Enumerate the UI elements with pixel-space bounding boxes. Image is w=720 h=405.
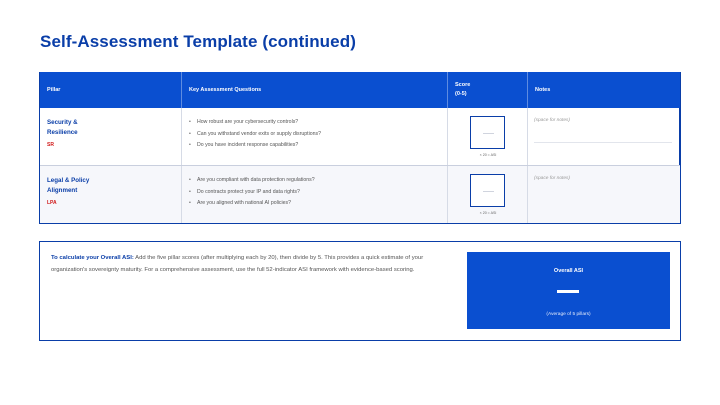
question-list [188, 175, 315, 210]
score-note: × 20 = ASI [479, 211, 497, 215]
question-list [188, 117, 321, 152]
assessment-table [39, 72, 681, 224]
question-item: • Are you aligned with national AI policies? [188, 198, 315, 210]
notes-placeholder: (space for notes) [534, 118, 570, 123]
question-item: • Do contracts protect your IP and data rights? [188, 187, 315, 199]
table-header [40, 72, 680, 108]
pillar-name-line: Legal & Policy [47, 177, 90, 184]
calculation-box [39, 241, 681, 341]
questions-cell [182, 108, 448, 165]
calculation-lead: To calculate your Overall ASI: [51, 255, 134, 261]
calculation-body: Add the five pillar scores (after multiplying each by 20), then divide by 5. This provides a quick estimate of your organization's sovereignty maturity. For a comprehensive assessment, use the full 52-indicator ASI framework with evidence-based scoring. [51, 255, 424, 273]
question-item: • How robust are your cybersecurity controls? [188, 117, 321, 129]
notes-placeholder: (space for notes) [534, 176, 570, 181]
header-notes: Notes [535, 86, 551, 93]
pillar-cell [40, 166, 182, 223]
pillar-code: SR [47, 142, 54, 148]
notes-line [534, 142, 672, 143]
calculation-text [51, 253, 456, 276]
page-title: Self-Assessment Template (continued) [40, 32, 356, 51]
pillar-code: LPA [47, 200, 57, 206]
notes-cell[interactable] [528, 108, 680, 165]
score-cell [448, 166, 528, 223]
pillar-name-line: Alignment [47, 187, 78, 194]
overall-asi-panel [467, 252, 670, 329]
score-placeholder-line [483, 191, 494, 192]
score-placeholder-line [483, 133, 494, 134]
score-note: × 20 = ASI [479, 153, 497, 157]
pillar-name [47, 118, 78, 138]
pillar-name-line: Security & [47, 119, 78, 126]
pillar-name-line: Resilience [47, 129, 78, 136]
question-item: • Do you have incident response capabilities? [188, 140, 321, 152]
overall-asi-subtitle: (Average of 5 pillars) [546, 312, 591, 317]
header-score-range: (0-5) [455, 91, 467, 97]
header-score-label: Score [455, 82, 471, 88]
header-pillar: Pillar [40, 72, 182, 108]
question-item: • Are you compliant with data protection regulations? [188, 175, 315, 187]
header-questions: Key Assessment Questions [182, 72, 448, 108]
score-input-box[interactable] [470, 116, 505, 149]
notes-cell[interactable] [528, 166, 680, 223]
score-input-box[interactable] [470, 174, 505, 207]
questions-cell [182, 166, 448, 223]
score-cell [448, 108, 528, 165]
overall-asi-label: Overall ASI [553, 268, 584, 274]
table-row [40, 108, 680, 165]
table-row [40, 165, 680, 223]
question-item: • Can you withstand vendor exits or supply disruptions? [188, 129, 321, 141]
pillar-name [47, 176, 89, 196]
header-score [448, 72, 528, 108]
pillar-cell [40, 108, 182, 165]
overall-asi-value-placeholder[interactable] [557, 290, 579, 293]
